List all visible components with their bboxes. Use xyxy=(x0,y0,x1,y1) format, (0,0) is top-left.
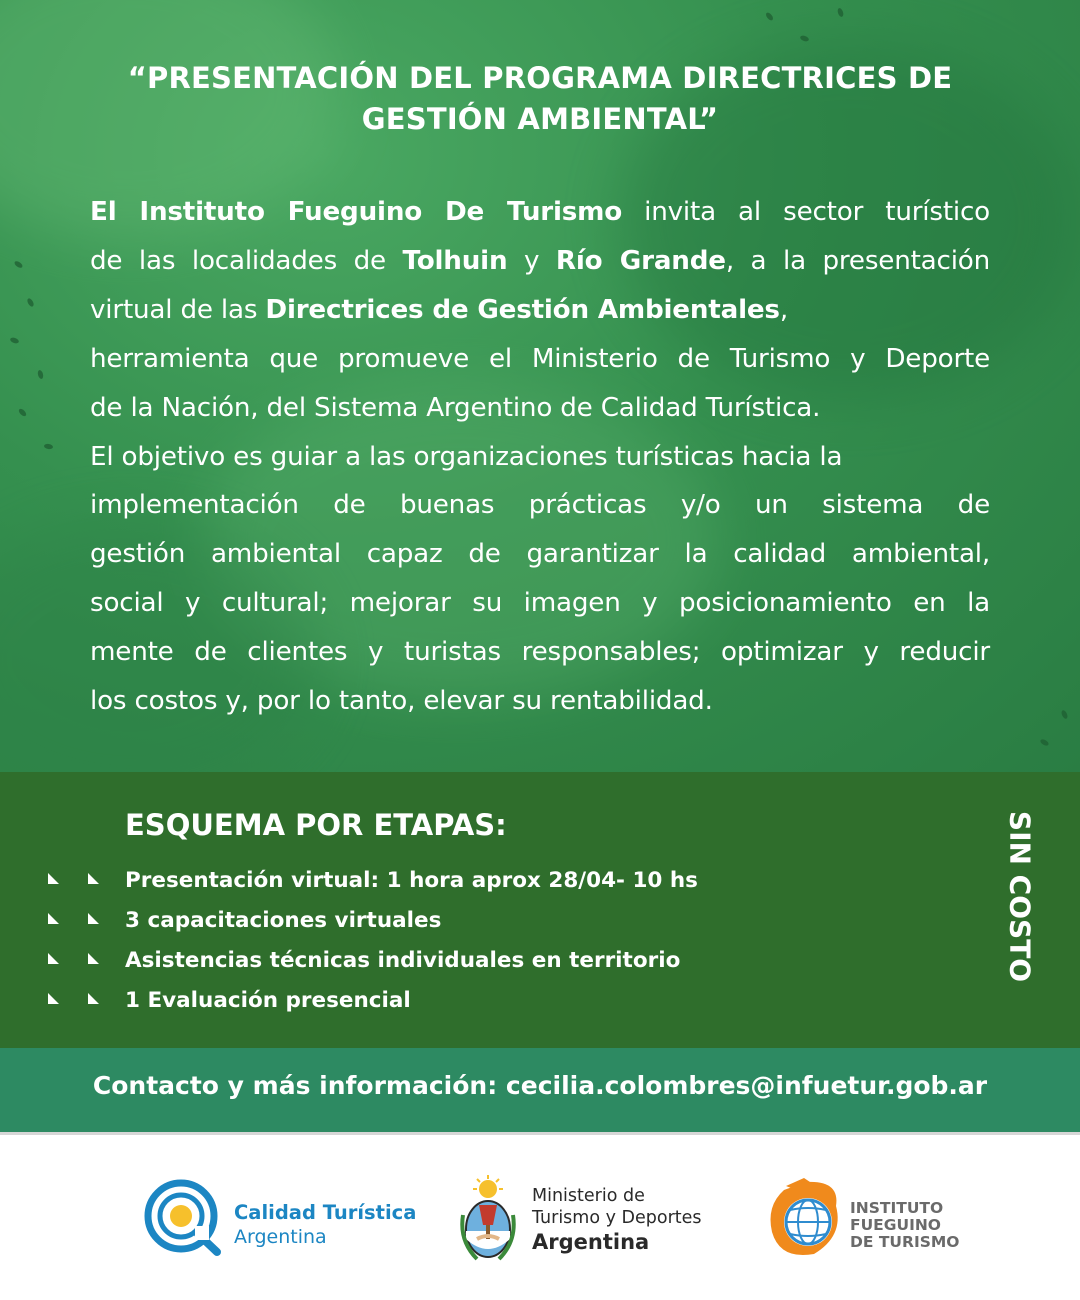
intro-line: los costos y, por lo tanto, elevar su rentabilidad. xyxy=(90,686,713,717)
leaf-dot xyxy=(44,443,54,449)
leaf-dot xyxy=(26,297,35,307)
intro-line xyxy=(90,286,990,335)
intro-line xyxy=(90,237,990,286)
city-rio-grande: Río Grande xyxy=(555,245,726,276)
intro-line: implementación de buenas prácticas y/o un sistema de xyxy=(90,490,990,521)
bullet-arrow-icon xyxy=(48,993,59,1004)
infuetur-logo-text xyxy=(850,1200,959,1251)
page-title xyxy=(90,58,990,140)
bullet-arrow-icon xyxy=(48,913,59,924)
bullet-arrow-icon xyxy=(88,953,99,964)
leaf-dot xyxy=(799,35,809,43)
leaf-dot xyxy=(13,260,23,269)
contact-bar xyxy=(0,1048,1080,1132)
intro-line: herramienta que promueve el Ministerio de Turismo y Deporte xyxy=(90,343,990,374)
intro-line: de la Nación, del Sistema Argentino de Calidad Turística. xyxy=(90,392,821,423)
leaf-dot xyxy=(765,11,775,21)
title-line: GESTIÓN AMBIENTAL” xyxy=(361,102,719,136)
intro-line: El objetivo es guiar a las organizaciones turísticas hacia la xyxy=(90,441,843,472)
ministerio-logo-text xyxy=(532,1185,702,1253)
stage-item: 1 Evaluación presencial xyxy=(125,988,411,1013)
ministerio-line: Turismo y Deportes xyxy=(532,1208,702,1228)
leaf-dot xyxy=(9,337,19,345)
bullet-arrow-icon xyxy=(88,993,99,1004)
bullet-arrow-icon xyxy=(48,953,59,964)
intro-line xyxy=(90,188,990,237)
calidad-turistica-logo-text xyxy=(234,1200,416,1250)
bullet-arrow-icon xyxy=(88,913,99,924)
institute-name: El Instituto Fueguino De Turismo xyxy=(90,197,623,227)
bullet-arrow-icon xyxy=(48,873,59,884)
intro-text xyxy=(90,188,990,726)
leaf-dot xyxy=(1039,738,1049,747)
free-badge-label: SIN COSTO xyxy=(1003,810,1037,983)
infuetur-line: INSTITUTO xyxy=(850,1199,944,1217)
intro-line: social y cultural; mejorar su imagen y posicionamiento en la xyxy=(90,588,990,619)
contact-info: Contacto y más información: cecilia.colombres@infuetur.gob.ar xyxy=(92,1071,988,1100)
intro-text-span: virtual de las xyxy=(90,294,266,325)
title-line: “PRESENTACIÓN DEL PROGRAMA DIRECTRICES DE xyxy=(127,61,953,95)
leaf-dot xyxy=(18,408,28,418)
stages-heading: ESQUEMA POR ETAPAS: xyxy=(125,808,507,842)
program-name: Directrices de Gestión Ambientales xyxy=(265,294,780,325)
intro-line: gestión ambiental capaz de garantizar la calidad ambiental, xyxy=(90,539,990,570)
calidad-turistica-logo-icon xyxy=(143,1178,223,1258)
intro-text-span: y xyxy=(507,245,556,276)
stage-item: Asistencias técnicas individuales en territorio xyxy=(125,948,681,973)
infuetur-line: FUEGUINO xyxy=(850,1216,941,1234)
calidad-line: Argentina xyxy=(234,1226,327,1248)
calidad-line: Calidad Turística xyxy=(234,1201,417,1224)
stage-item: Presentación virtual: 1 hora aprox 28/04- 10 hs xyxy=(125,868,698,893)
city-tolhuin: Tolhuin xyxy=(402,245,508,276)
leaf-dot xyxy=(37,370,44,380)
stage-item: 3 capacitaciones virtuales xyxy=(125,908,442,933)
intro-text-span: , xyxy=(779,294,788,325)
infuetur-line: DE TURISMO xyxy=(850,1233,960,1251)
intro-text-span: de las localidades de xyxy=(90,245,403,276)
national-coat-of-arms-icon xyxy=(457,1175,519,1267)
intro-line: mente de clientes y turistas responsables; optimizar y reducir xyxy=(90,637,990,668)
ministerio-line: Argentina xyxy=(532,1230,650,1254)
leaf-dot xyxy=(1060,709,1068,719)
intro-text-span: , a la presentación xyxy=(725,245,990,276)
leaf-dot xyxy=(837,7,845,17)
ministerio-line: Ministerio de xyxy=(532,1186,645,1206)
bullet-arrow-icon xyxy=(88,873,99,884)
free-badge xyxy=(990,810,1050,1000)
infuetur-globe-logo-icon xyxy=(766,1176,846,1260)
intro-text-span: invita al sector turístico xyxy=(622,197,990,227)
